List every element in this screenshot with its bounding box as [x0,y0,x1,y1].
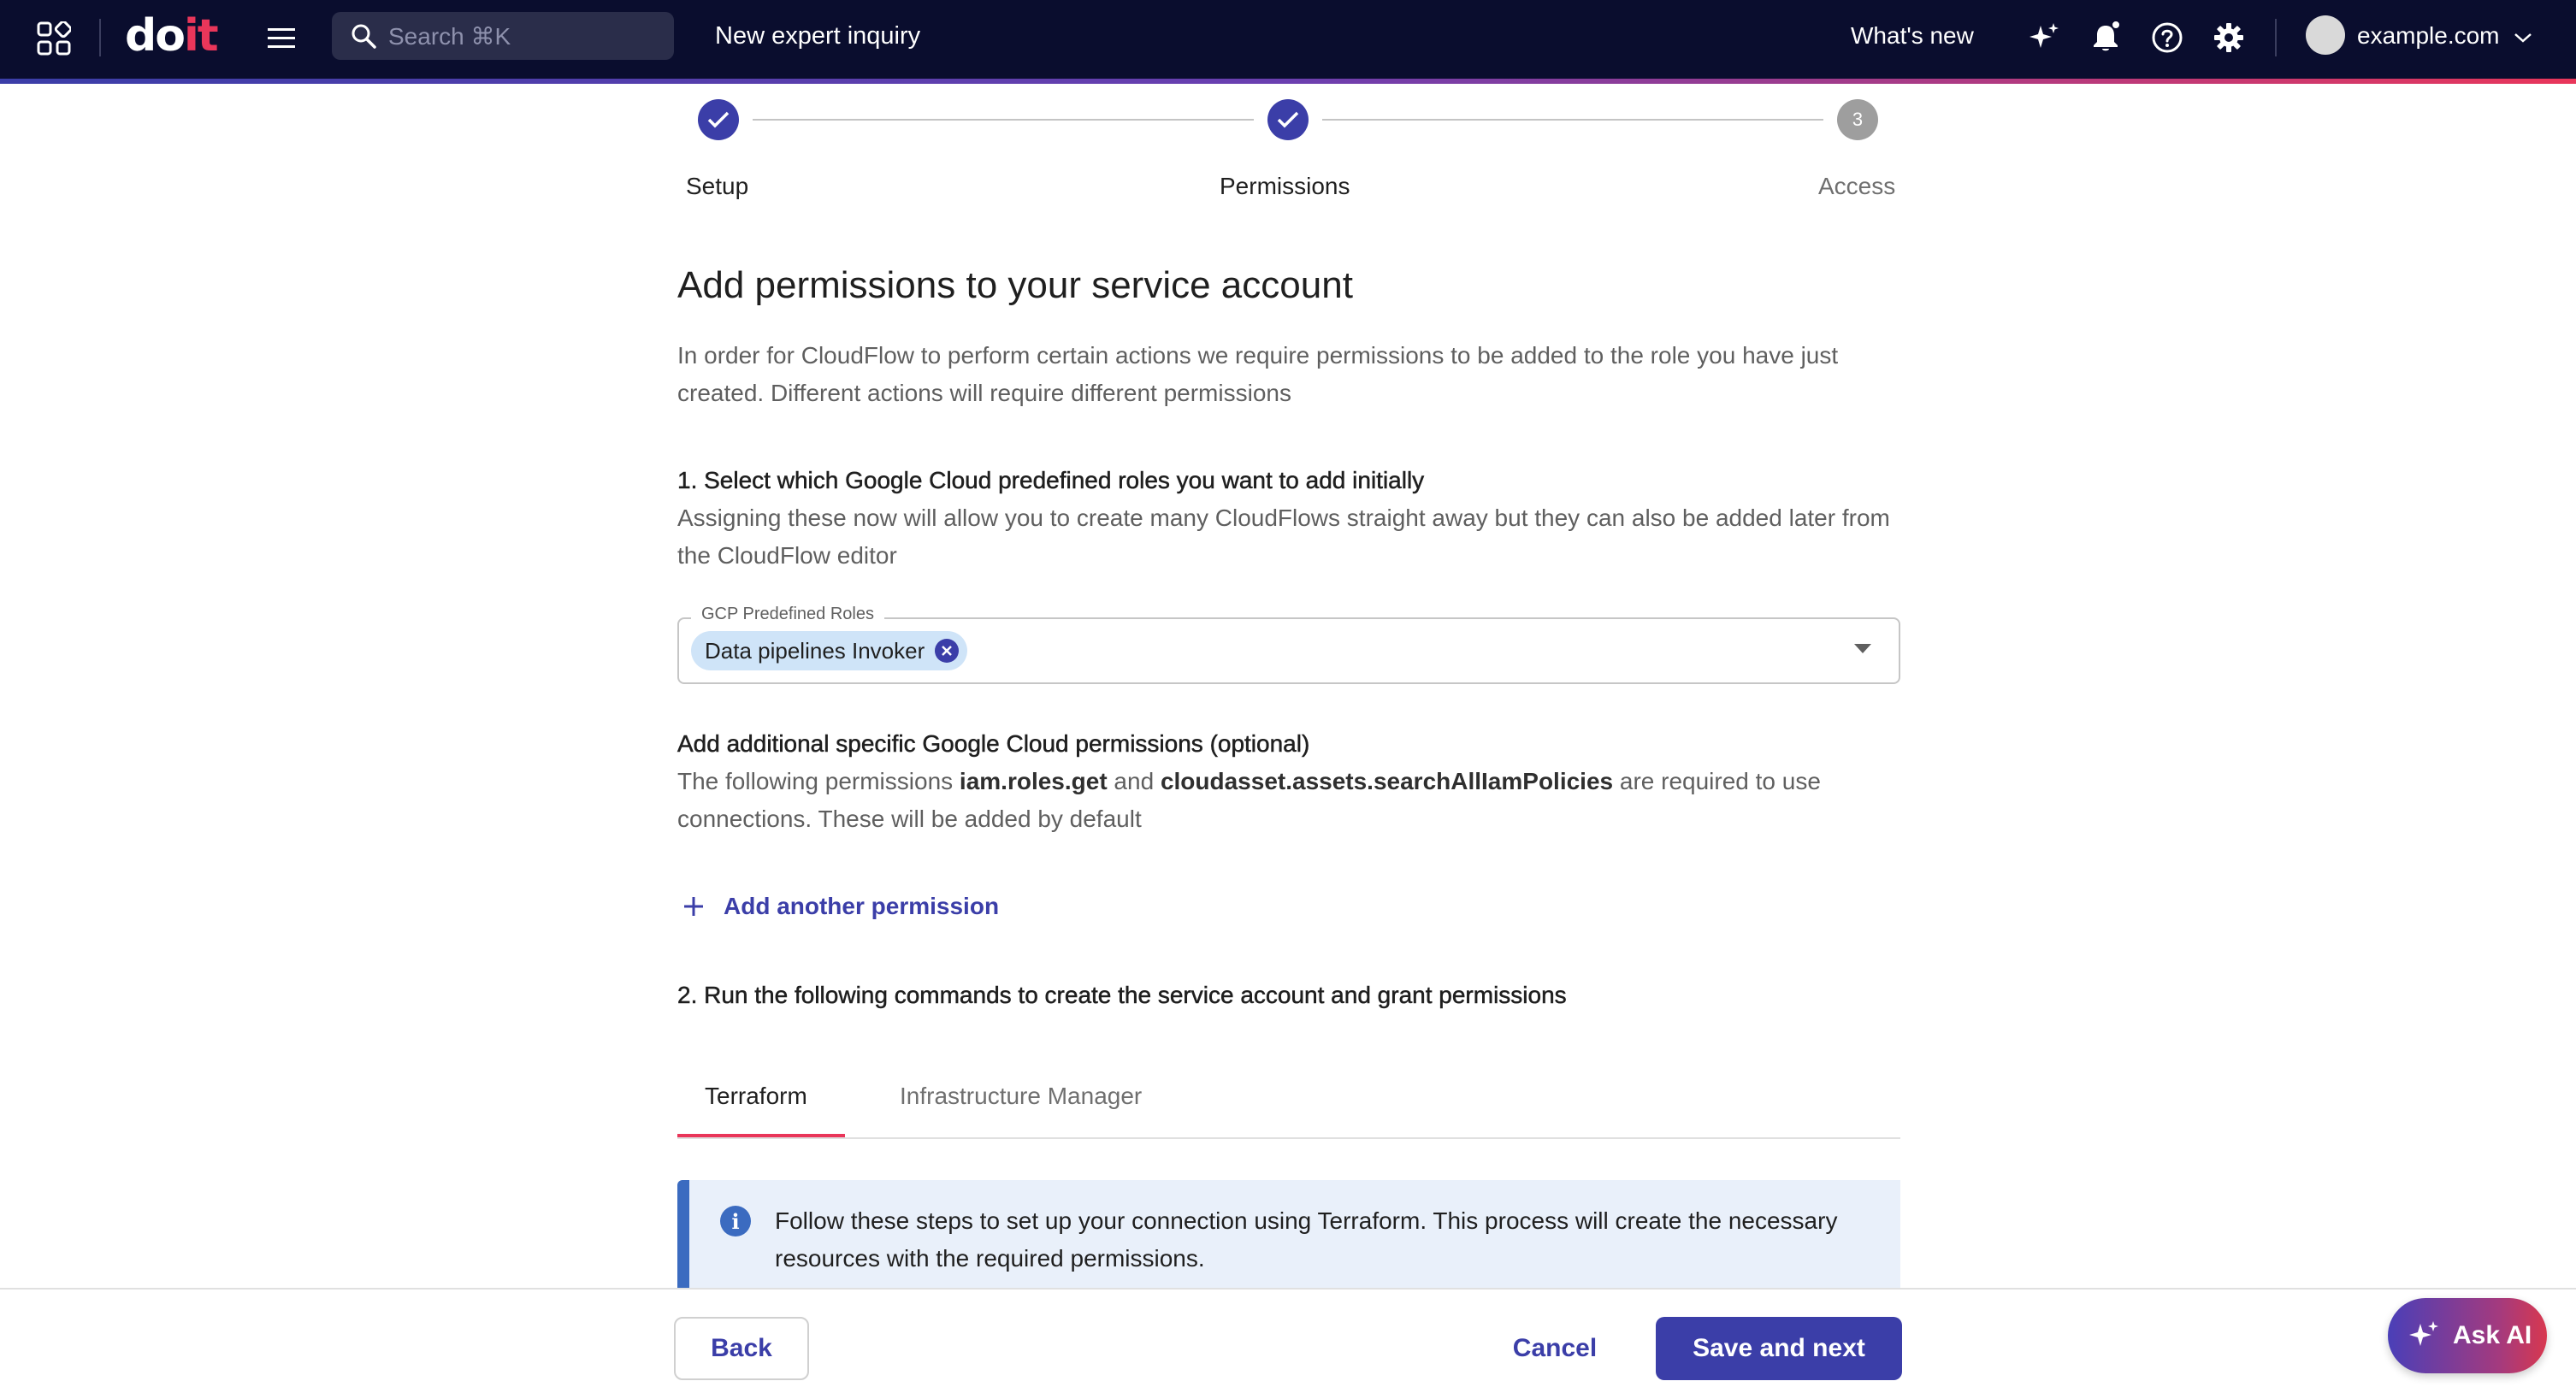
dropdown-arrow-icon[interactable] [1854,643,1871,660]
role-chip-label: Data pipelines Invoker [705,638,925,664]
step-setup-check-icon [698,99,739,140]
remove-chip-icon[interactable] [935,639,959,663]
step-access-number: 3 [1837,99,1878,140]
topbar-accent-stripe [0,79,2576,84]
search-placeholder: Search ⌘K [388,22,511,50]
active-tab-indicator [677,1134,845,1137]
divider [99,19,101,56]
sparkle-icon [2407,1319,2441,1353]
ask-ai-label: Ask AI [2453,1321,2532,1349]
avatar[interactable] [2306,15,2345,55]
account-name[interactable]: example.com [2357,22,2500,49]
step-label-permissions: Permissions [1220,173,1350,199]
tabs-underline [677,1137,1900,1139]
add-permission-button[interactable] [682,886,999,927]
step-label-access: Access [1818,173,1896,199]
info-icon: i [720,1206,751,1236]
text-fragment: The following permissions [677,768,960,794]
ask-ai-button[interactable] [2388,1298,2547,1373]
step-permissions-check-icon [1267,99,1309,140]
permission-iam-roles-get: iam.roles.get [959,768,1108,794]
cancel-button[interactable]: Cancel [1512,1334,1598,1362]
step-label-setup: Setup [686,173,749,199]
save-and-next-button[interactable]: Save and next [1656,1317,1902,1380]
gear-icon[interactable] [2210,19,2248,56]
tab-terraform[interactable]: Terraform [705,1083,807,1109]
page-heading: New expert inquiry [715,22,921,50]
back-button[interactable]: Back [674,1317,809,1380]
help-icon[interactable] [2148,19,2186,56]
plus-icon [682,895,705,918]
section1-title: 1. Select which Google Cloud predefined roles you want to add initially [677,467,1425,493]
page-title: Add permissions to your service account [677,264,1353,306]
sparkle-icon[interactable] [2025,19,2063,56]
step-connector [1322,119,1823,121]
optional-section-title: Add additional specific Google Cloud permissions (optional) [677,730,1310,757]
permission-search-iam-policies: cloudasset.assets.searchAllIamPolicies [1160,768,1614,794]
footer-bar [0,1288,2576,1387]
intro-text: In order for CloudFlow to perform certain actions we require permissions to be added to the role you have just created. Different actions will require different permissions [677,342,1839,406]
menu-icon[interactable] [262,19,301,58]
add-permission-label: Add another permission [724,893,1000,919]
search-icon [351,23,376,49]
info-text: Follow these steps to set up your connection using Terraform. This process will create the necessary resources with the required permissions. [775,1207,1838,1272]
text-fragment: are required to use connections. These will be added by default [677,768,1821,832]
apps-grid-icon[interactable] [34,19,74,58]
tab-infrastructure-manager[interactable]: Infrastructure Manager [900,1083,1143,1109]
top-bar [0,0,2576,79]
step-connector [753,119,1254,121]
doit-logo[interactable]: doit [125,10,217,62]
divider [2275,19,2277,56]
gcp-roles-label: GCP Predefined Roles [691,602,884,626]
role-chip[interactable] [691,631,967,670]
section2-title: 2. Run the following commands to create the service account and grant permissions [677,982,1567,1008]
chevron-down-icon[interactable] [2509,24,2537,51]
section1-description: Assigning these now will allow you to create many CloudFlows straight away but they can also be added later from the CloudFlow editor [677,505,1890,569]
optional-section-text [677,763,1892,838]
whats-new-link[interactable]: What's new [1851,22,1974,49]
text-fragment: and [1107,768,1161,794]
bell-icon[interactable] [2087,19,2124,56]
search-input[interactable] [332,12,674,60]
